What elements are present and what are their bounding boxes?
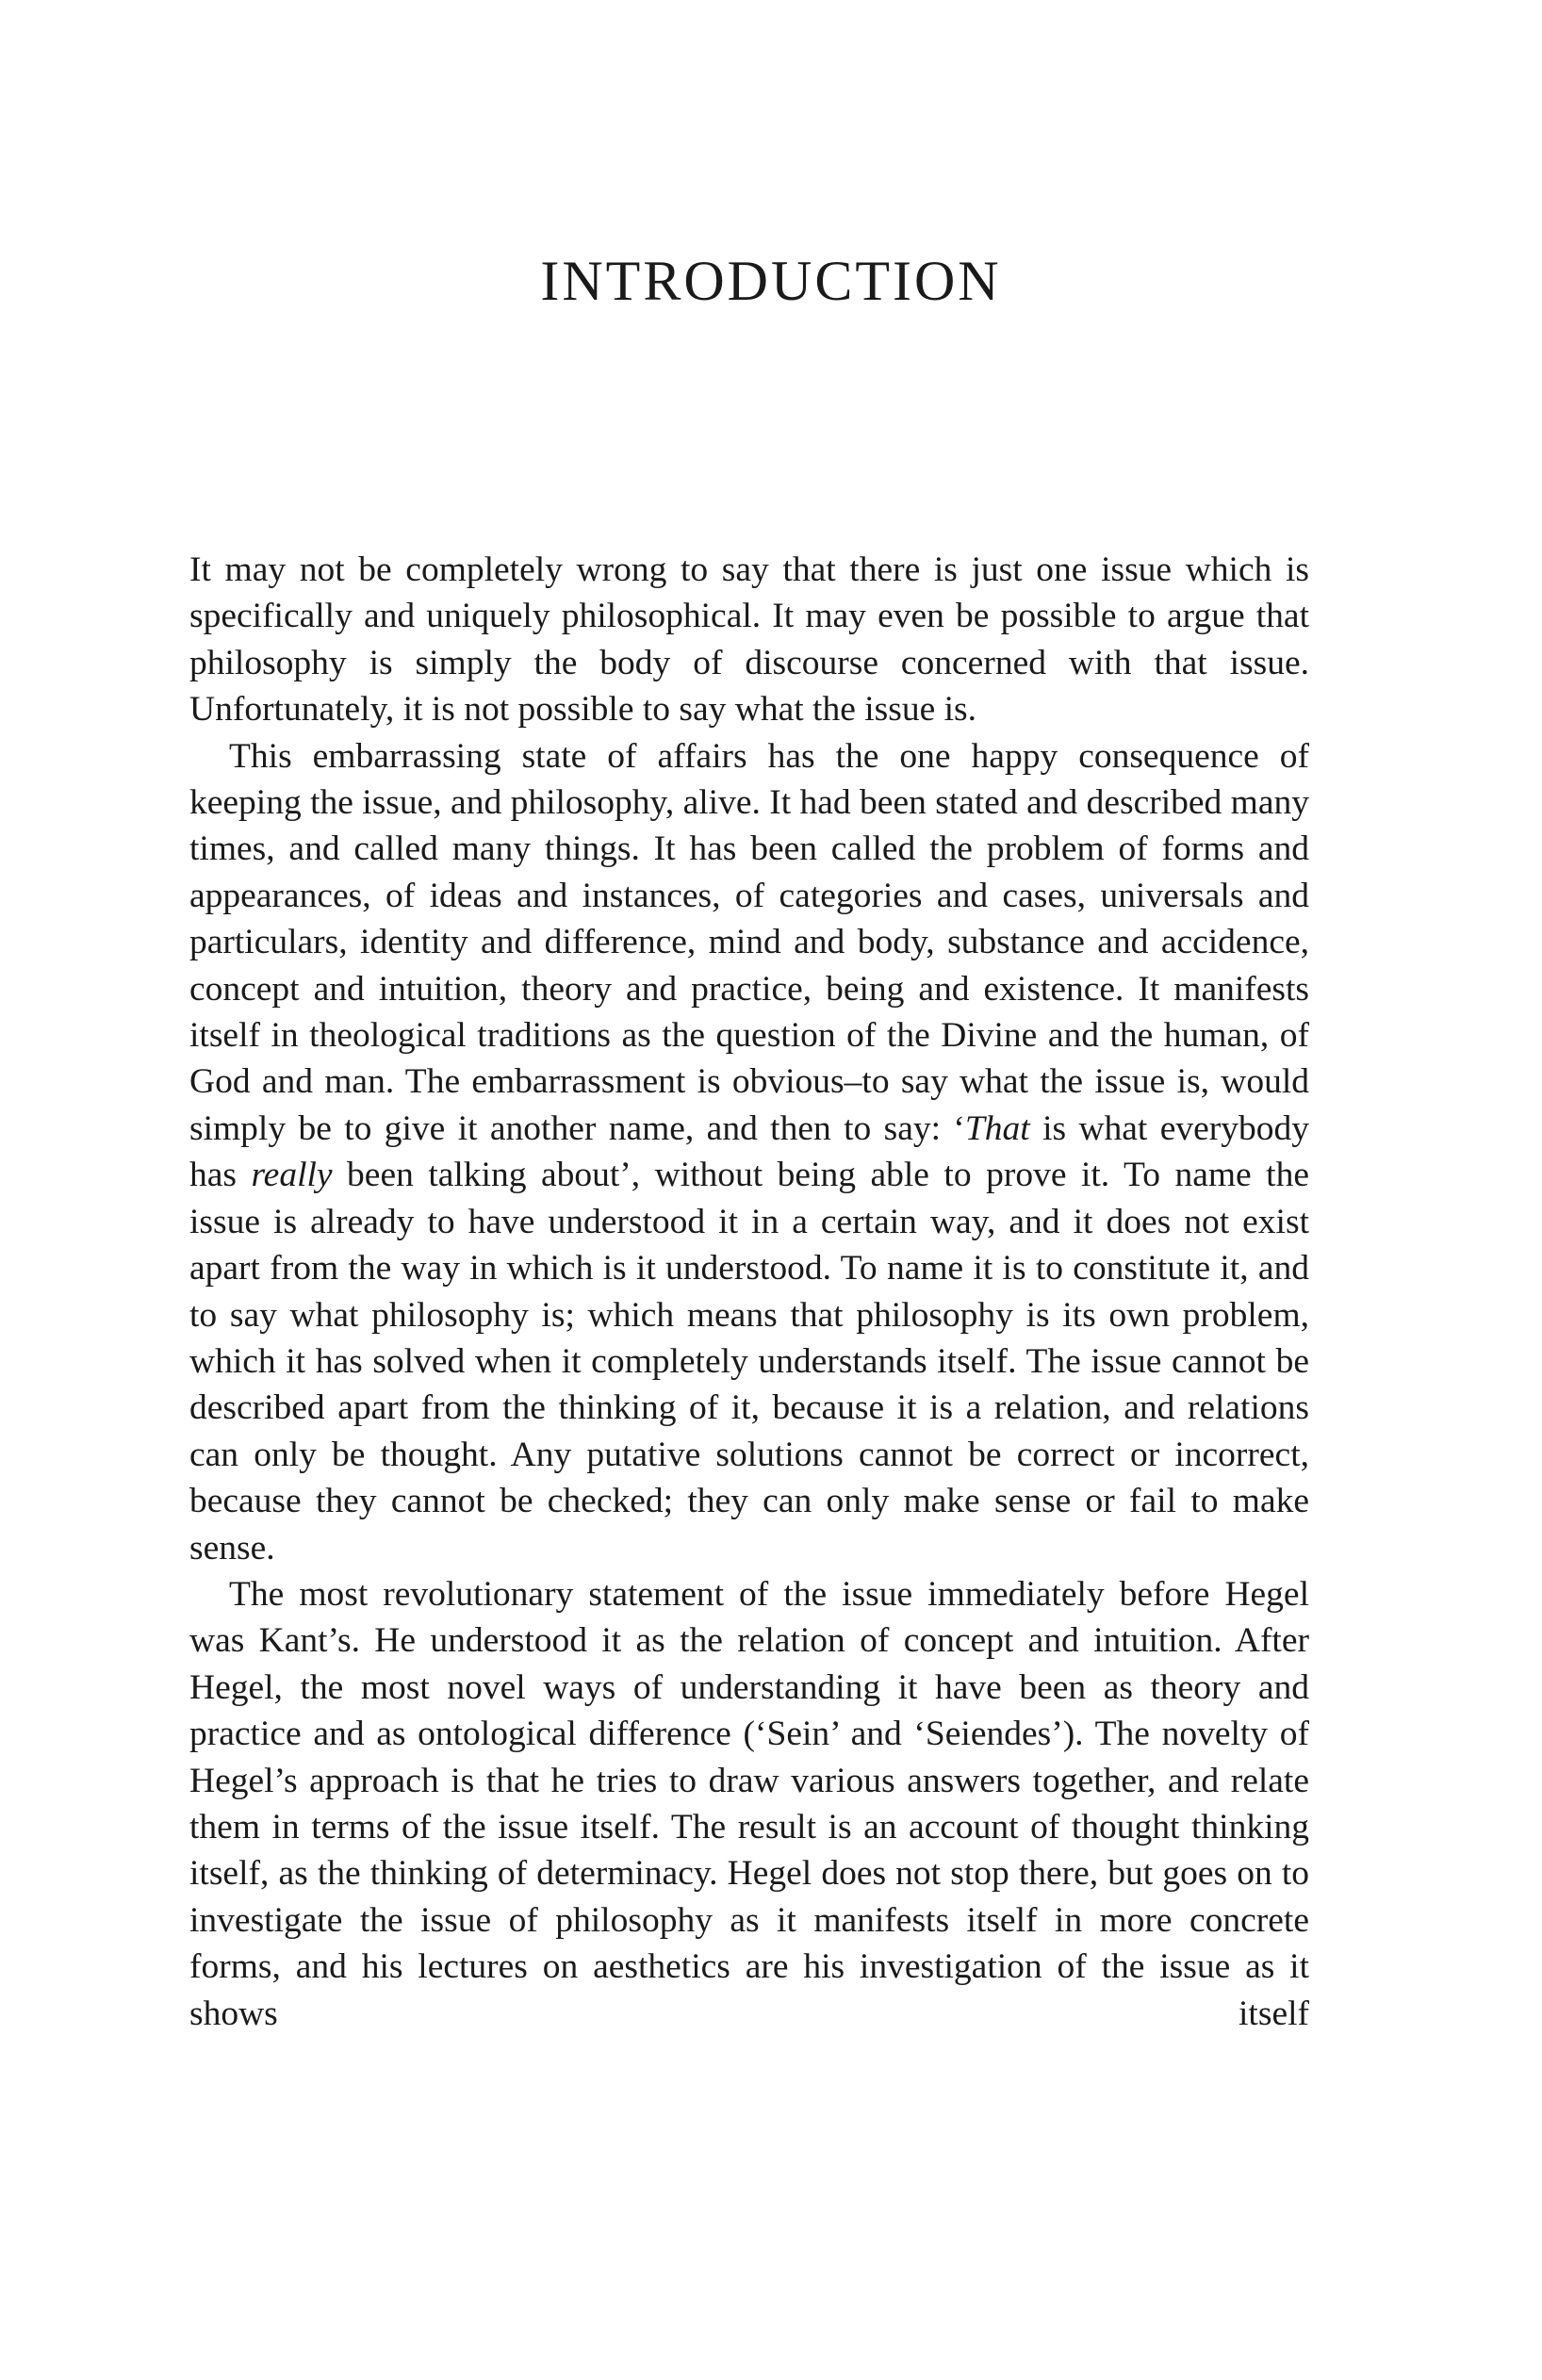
emphasis-that: That (964, 1108, 1030, 1148)
paragraph-3-text: The most revolutionary statement of the issue immediately before Hegel was Kant’s. He understood it as the relation of concept and intuition. After Hegel, the most novel ways of understanding it have been as theory and practice and as ontological difference (‘Sein’ and ‘Seiendes’). The novelty of Hegel’s approach is that he tries to draw various answers together, and relate them in terms of the issue itself. The result is an account of thought thinking itself, as the thinking of determinacy. Hegel does not stop there, but goes on to investigate the issue of philosophy as it manifests itself in more concrete forms, and his lectures on aesthetics are his investigation of the issue as it shows itself (189, 1574, 1309, 2033)
paragraph-2 (189, 733, 1309, 1571)
emphasis-really: really (251, 1156, 333, 1195)
paragraph-2-text-c: been talking about’, without being able to prove it. To name the issue is already to have understood it in a certain way, and it does not exist apart from the way in which is it understood. To name it is to constitute it, and to say what philosophy is; which means that philosophy is its own problem, which it has solved when it completely understands itself. The issue cannot be described apart from the thinking of it, because it is a relation, and relations can only be thought. Any putative solutions cannot be correct or incorrect, because they cannot be checked; they can only make sense or fail to make sense. (189, 1156, 1309, 1568)
paragraph-1 (189, 547, 1309, 733)
paragraph-2-text-a: This embarrassing state of affairs has the one happy consequence of keeping the issue, and philosophy, alive. It had been stated and described many times, and called many things. It has been called the problem of forms and appearances, of ideas and instances, of categories and cases, universals and particulars, identity and difference, mind and body, substance and accidence, concept and intuition, theory and practice, being and existence. It manifests itself in theological traditions as the question of the Divine and the human, of God and man. The embarrassment is obvious–to say what the issue is, would simply be to give it another name, and then to say: ‘ (189, 736, 1309, 1148)
paragraph-2-text-b: is what everybody has (189, 1108, 1309, 1195)
chapter-title: INTRODUCTION (540, 250, 1002, 312)
body-text (189, 547, 1309, 2037)
paragraph-1-text: It may not be completely wrong to say that there is just one issue which is specifically and uniquely philosophical. It may even be possible to argue that philosophy is simply the body of discourse concerned with that issue. Unfortunately, it is not possible to say what the issue is. (189, 550, 1309, 730)
paragraph-3 (189, 1571, 1309, 2037)
